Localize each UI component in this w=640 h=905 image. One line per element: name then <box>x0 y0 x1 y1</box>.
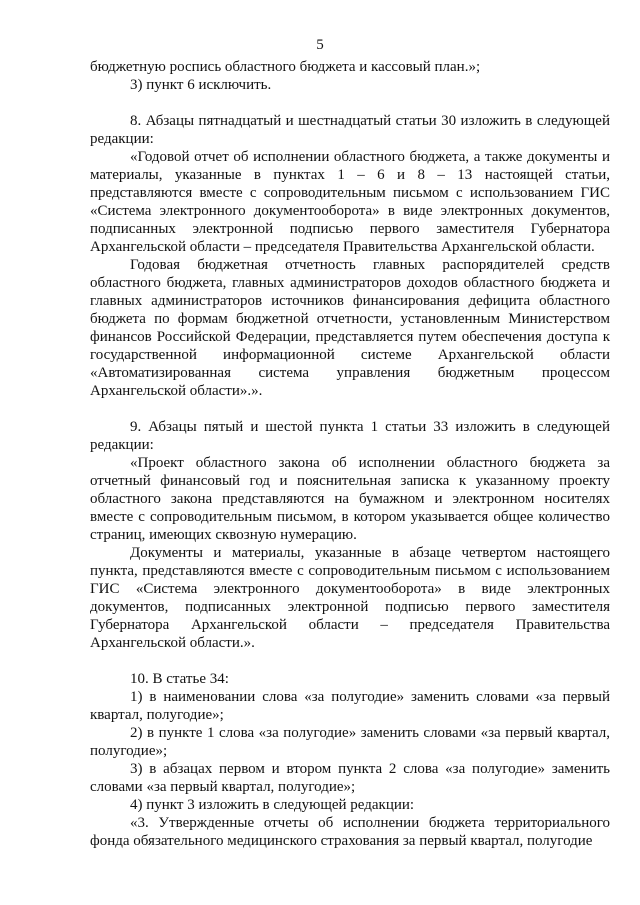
paragraph: 9. Абзацы пятый и шестой пункта 1 статьи 33 изложить в следующей редакции: <box>90 419 610 453</box>
paragraph: бюджетную роспись областного бюджета и кассовый план.»; <box>90 59 481 75</box>
paragraph: 3) в абзацах первом и втором пункта 2 слова «за полугодие» заменить словами «за первый квартал, полугодие»; <box>90 761 610 795</box>
paragraph: Документы и материалы, указанные в абзаце четвертом настоящего пункта, представляются вместе с сопроводительным письмом с использованием ГИС «Система электронного документооборота» в виде электронных документов, подписанных электронной подписью первого заместителя Губернатора Архангельской области – председателя Правительства Архангельской области.». <box>90 545 610 651</box>
page-number: 5 <box>316 37 324 53</box>
paragraph: 1) в наименовании слова «за полугодие» заменить словами «за первый квартал, полугодие»; <box>90 689 610 723</box>
paragraph: Годовая бюджетная отчетность главных распорядителей средств областного бюджета, главных администраторов доходов областного бюджета и главных администраторов источников финансирования дефицита областного бюджета по формам бюджетной отчетности, установленным Министерством финансов Российской Федерации, представляется путем обеспечения доступа к государственной информационной системе Архангельской области «Автоматизированная система управления бюджетным процессом Архангельской области».». <box>90 257 610 399</box>
paragraph: 8. Абзацы пятнадцатый и шестнадцатый статьи 30 изложить в следующей редакции: <box>90 113 610 147</box>
paragraph: «Проект областного закона об исполнении областного бюджета за отчетный финансовый год и пояснительная записка к указанному проекту областного закона представляются на бумажном и электронном носителях вместе с сопроводительным письмом, в котором указывается общее количество страниц, имеющих сквозную нумерацию. <box>90 455 610 543</box>
paragraph: 3) пункт 6 исключить. <box>130 77 272 93</box>
paragraph: 2) в пункте 1 слова «за полугодие» заменить словами «за первый квартал, полугодие»; <box>90 725 610 759</box>
paragraph: 4) пункт 3 изложить в следующей редакции: <box>130 797 415 813</box>
paragraph: «Годовой отчет об исполнении областного бюджета, а также документы и материалы, указанные в пунктах 1 – 6 и 8 – 13 настоящей статьи, представляются вместе с сопроводительным письмом с использованием ГИС «Система электронного документооборота» в виде электронных документов, подписанных электронной подписью первого заместителя Губернатора Архангельской области – председателя Правительства Архангельской области. <box>90 149 610 255</box>
document-body <box>90 58 610 850</box>
paragraph: 10. В статье 34: <box>130 671 229 687</box>
paragraph: «3. Утвержденные отчеты об исполнении бюджета территориального фонда обязательного медицинского страхования за первый квартал, полугодие <box>90 815 610 849</box>
